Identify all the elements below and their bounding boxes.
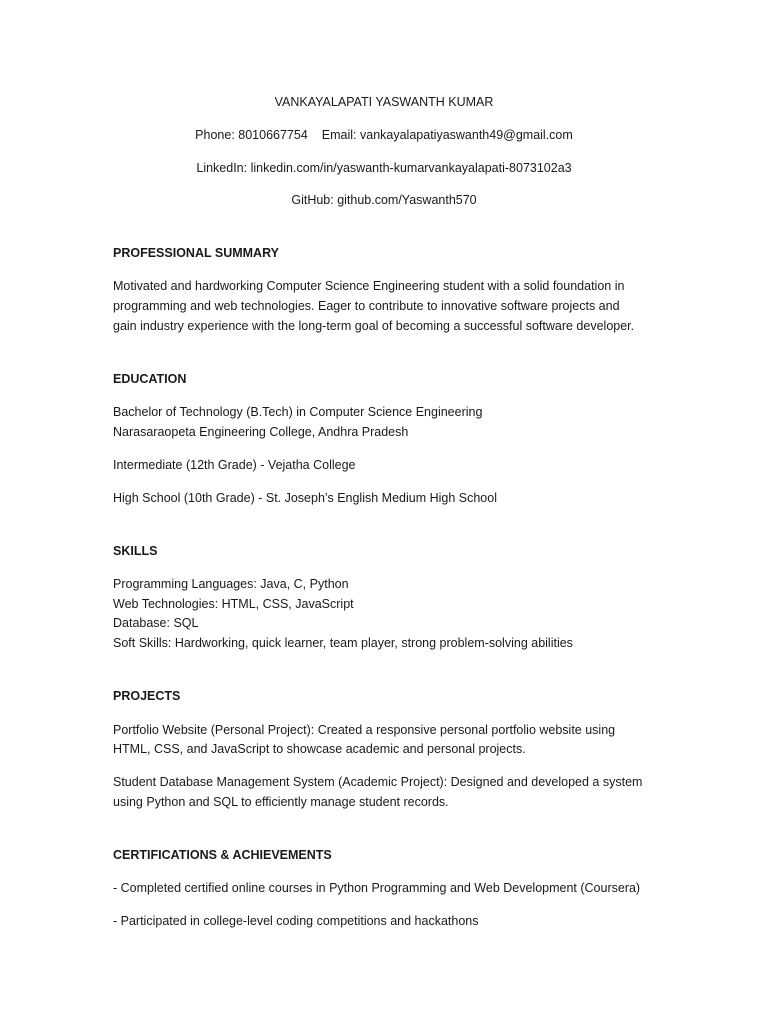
- certification-item: - Participated in college-level coding competitions and hackathons: [113, 914, 479, 928]
- skill-item: Programming Languages: Java, C, Python: [113, 577, 349, 591]
- skill-item: Soft Skills: Hardworking, quick learner, team player, strong problem-solving abilities: [113, 636, 573, 650]
- certifications-heading: CERTIFICATIONS & ACHIEVEMENTS: [113, 848, 332, 862]
- candidate-name: VANKAYALAPATI YASWANTH KUMAR: [274, 95, 494, 109]
- summary-line: gain industry experience with the long-term goal of becoming a successful software developer.: [113, 319, 635, 333]
- education-heading: EDUCATION: [113, 372, 187, 386]
- skill-item: Web Technologies: HTML, CSS, JavaScript: [113, 597, 354, 611]
- skill-item: Database: SQL: [113, 616, 199, 630]
- skills-heading: SKILLS: [113, 544, 158, 558]
- contact-line: [0, 125, 768, 145]
- phone-text: Phone: 8010667754: [195, 128, 308, 142]
- email-text: Email: vankayalapatiyaswanth49@gmail.com: [321, 128, 573, 142]
- summary-line: Motivated and hardworking Computer Science Engineering student with a solid foundation in: [113, 279, 625, 293]
- github-text: GitHub: github.com/Yaswanth570: [291, 193, 477, 207]
- education-degree: Bachelor of Technology (B.Tech) in Computer Science Engineering: [113, 405, 483, 419]
- summary-heading: PROFESSIONAL SUMMARY: [113, 246, 279, 260]
- linkedin-text: LinkedIn: linkedin.com/in/yaswanth-kumarvankayalapati-8073102a3: [196, 161, 572, 175]
- project-portfolio-line: Portfolio Website (Personal Project): Created a responsive personal portfolio website using: [113, 723, 616, 737]
- education-intermediate: Intermediate (12th Grade) - Vejatha College: [113, 458, 356, 472]
- project-dbms-line: using Python and SQL to efficiently manage student records.: [113, 795, 449, 809]
- project-dbms-line: Student Database Management System (Academic Project): Designed and developed a system: [113, 775, 643, 789]
- project-portfolio-line: HTML, CSS, and JavaScript to showcase academic and personal projects.: [113, 742, 526, 756]
- summary-line: programming and web technologies. Eager to contribute to innovative software projects and: [113, 299, 620, 313]
- certification-item: - Completed certified online courses in Python Programming and Web Development (Coursera): [113, 881, 641, 895]
- education-college: Narasaraopeta Engineering College, Andhra Pradesh: [113, 425, 409, 439]
- projects-heading: PROJECTS: [113, 689, 181, 703]
- education-high-school: High School (10th Grade) - St. Joseph’s English Medium High School: [113, 491, 497, 505]
